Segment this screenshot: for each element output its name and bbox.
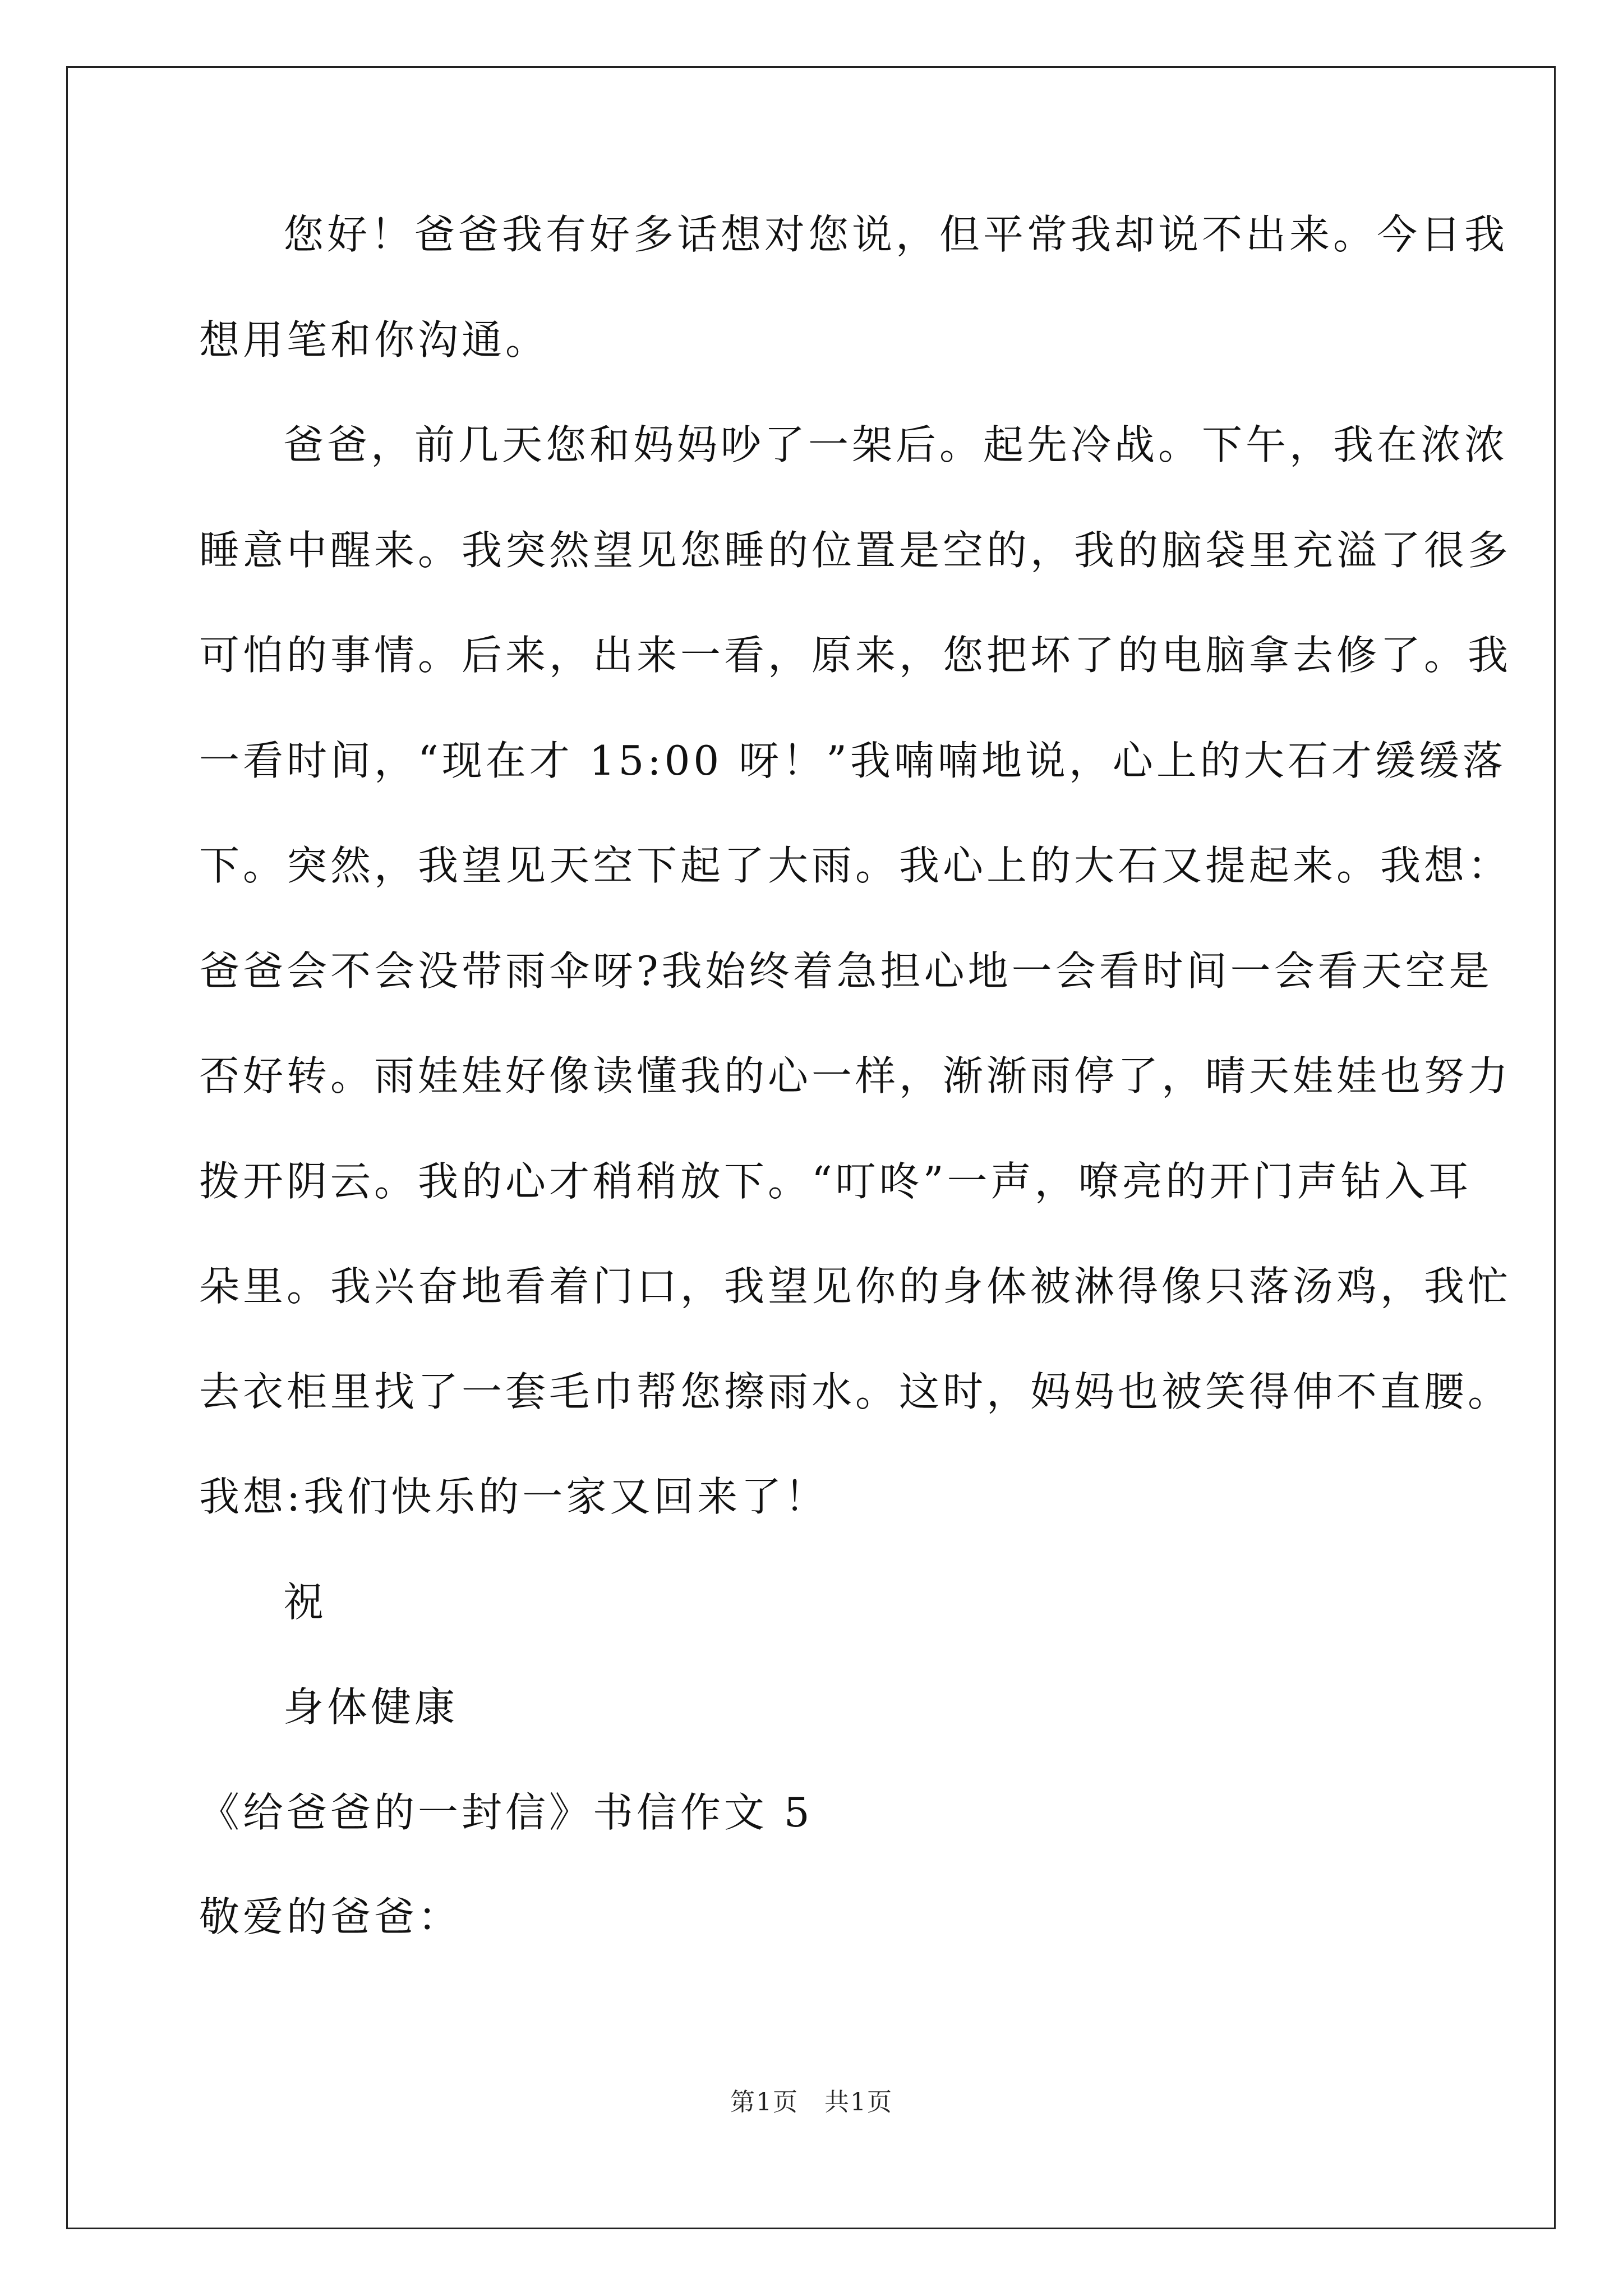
paragraph-line: 爸爸，前几天您和妈妈吵了一架后。起先冷战。下午，我在浓浓 — [283, 421, 1509, 468]
paragraph-line: 爸爸会不会没带雨伞呀?我始终着急担心地一会看时间一会看天空是 — [199, 947, 1493, 995]
paragraph-line: 我想:我们快乐的一家又回来了！ — [199, 1473, 829, 1520]
paragraph-line: 去衣柜里找了一套毛巾帮您擦雨水。这时，妈妈也被笑得伸不直腰。 — [199, 1368, 1512, 1415]
paragraph-line: 拨开阴云。我的心才稍稍放下。“叮咚”一声，嘹亮的开门声钻入耳 — [199, 1158, 1472, 1205]
paragraph-line: 否好转。雨娃娃好像读懂我的心一样，渐渐雨停了，晴天娃娃也努力 — [199, 1052, 1512, 1099]
closing-blessing: 身体健康 — [283, 1683, 459, 1731]
salutation: 敬爱的爸爸： — [199, 1893, 462, 1940]
paragraph-line: 下。突然，我望见天空下起了大雨。我心上的大石又提起来。我想： — [199, 842, 1512, 889]
paragraph-line: 想用笔和你沟通。 — [199, 316, 550, 364]
paragraph-line: 睡意中醒来。我突然望见您睡的位置是空的，我的脑袋里充溢了很多 — [199, 527, 1512, 574]
page-number: 第1页 共1页 — [730, 2088, 893, 2116]
paragraph-line: 可怕的事情。后来，出来一看，原来，您把坏了的电脑拿去修了。我 — [199, 632, 1512, 679]
paragraph-line: 您好！爸爸我有好多话想对您说，但平常我却说不出来。今日我 — [283, 211, 1509, 258]
closing-wish: 祝 — [283, 1579, 328, 1626]
paragraph-line: 一看时间，“现在才 15:00 呀！”我喃喃地说，心上的大石才缓缓落 — [199, 737, 1506, 784]
section-title: 《给爸爸的一封信》书信作文 5 — [199, 1789, 813, 1836]
paragraph-line: 朵里。我兴奋地看着门口，我望见你的身体被淋得像只落汤鸡，我忙 — [199, 1263, 1512, 1310]
